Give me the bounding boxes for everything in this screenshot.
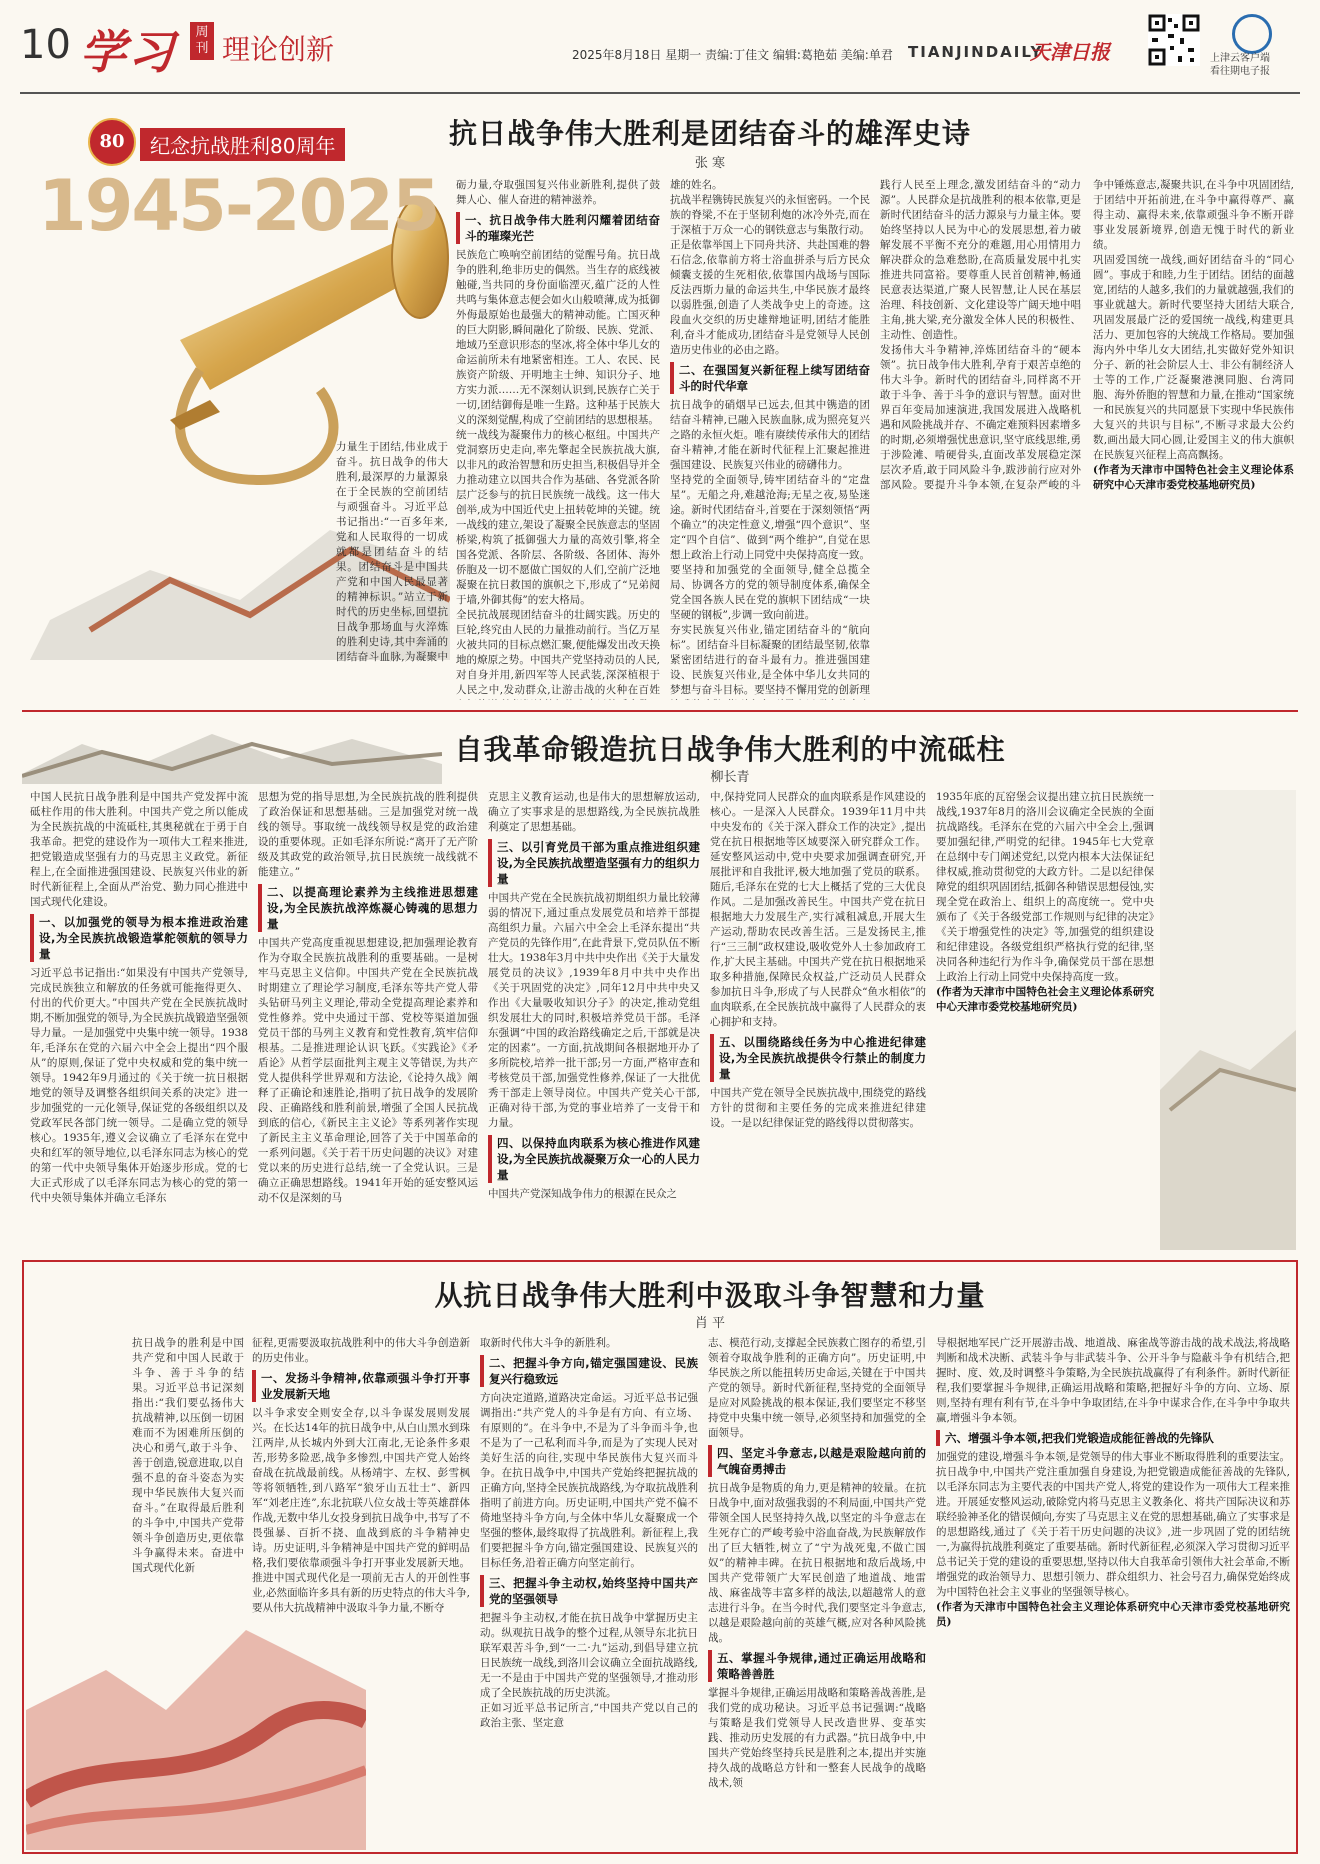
article2-column-1 bbox=[30, 790, 248, 1250]
article3-subheading-2: 二、把握斗争方向,锚定强国建设、民族复兴行稳致远 bbox=[480, 1355, 698, 1387]
article2-title: 自我革命锻造抗日战争伟大胜利的中流砥柱 bbox=[454, 733, 1006, 766]
article1-paragraph: 统一战线为凝聚伟力的核心枢纽。中国共产党洞察历史走向,率先擎起全民族抗战大旗,以非凡的政治智慧和历史担当,积极倡导并全力推动建立以国共合作为基础、各党派各阶层广泛参与的抗日民族统一战线。这一伟大创举,成为中国近代史上扭转乾坤的关键。统一战线的建立,架设了凝聚全民族意志的坚固桥梁,构筑了抵御强大力量的高效引擎,将全国各党派、各阶层、各阶级、各团体、海外侨胞及一切不愿做亡国奴的人们,空前广泛地凝聚在抗日救国的旗帜之下,形成了“兄弟阋于墙,外御其侮”的宏大格局。 bbox=[456, 429, 660, 606]
article3-column-4 bbox=[936, 1336, 1290, 1848]
anniversary-badge: 80 bbox=[88, 118, 136, 166]
article3-column-2 bbox=[480, 1336, 698, 1848]
article2-paragraph: 中,保持党同人民群众的血肉联系是作风建设的核心。一是深入人民群众。1939年11月中共中央发布的《关于深入群众工作的决定》,提出党在抗日根据地等区域要深入研究群众工作。延安整风运动中,党中央要求加强调查研究,开展批评和自我批评,极大地加强了党员的联系。随后,毛泽东在党的七大上概括了党的三大优良作风。二是加强改善民生。中国共产党在抗日根据地大力发展生产,实行减租减息,开展大生产运动,帮助农民改善生活。三是发扬民主,推行“三三制”政权建设,吸收党外人士参加政府工作,扩大民主基础。中国共产党在抗日根据地采取多种措施,保障民众权益,广泛动员人民群众参加抗日斗争,形成了与人民群众“鱼水相依”的血肉联系,在全民族抗战中赢得了人民群众的衷心拥护和支持。 bbox=[710, 791, 926, 1028]
article1-paragraph: 践行人民至上理念,激发团结奋斗的“动力源”。人民群众是抗战胜利的根本依靠,更是新时代团结奋斗的活力源泉与力量主体。要始终坚持以人民为中心的发展思想,着力破解发展不平衡不充分的难题,用心用情用力解决群众的急难愁盼,在高质量发展中扎实推进共同富裕。要尊重人民首创精神,畅通民意表达渠道,广聚人民智慧,让人民在基层治理、科技创新、文化建设等广阔天地中唱主角,挑大梁,充分激发全体人民的积极性、主动性、创造性。 bbox=[880, 179, 1081, 341]
article2-byline: 柳长青 bbox=[710, 770, 750, 785]
article2-column-3 bbox=[488, 790, 700, 1250]
article1-paragraph: 夯实民族复兴伟业,锚定团结奋斗的“航向标”。团结奋斗目标凝聚的团结最坚韧,依靠紧密团结进行的奋斗最有力。推进强国建设、民族复兴伟业,是全体中华儿女共同的梦想与奋斗目标。要坚持不懈用党的创新理 bbox=[670, 624, 870, 696]
years-title: 1945-2025 bbox=[38, 165, 439, 247]
article1-column-2 bbox=[670, 178, 870, 700]
article1-paragraph: 巩固爱国统一战线,画好团结奋斗的“同心圆”。事成于和睦,力生于团结。团结的面越宽,团结的人越多,我们的力量就越强,我们的事业就越大。新时代要坚持大团结大联合,巩固发展最广泛的爱国统一战线,构建更具活力、更加包容的大统战工作格局。要加强海内外中华儿女大团结,扎实做好党外知识分子、新的社会阶层人士、非公有制经济人士等的工作,广泛凝聚港澳同胞、台湾同胞、海外侨胞的智慧和力量,在推动“国家统一和民族复兴的共同愿景下实现中华民族伟大复兴的共识与目标”,不断寻求最大公约数,画出最大同心圆,让爱国主义的伟大旗帜在民族复兴征程上高高飘扬。 bbox=[1093, 254, 1294, 461]
article2-paragraph: 中国人民抗日战争胜利是中国共产党发挥中流砥柱作用的伟大胜利。中国共产党之所以能成为全民族抗战的中流砥柱,其奥秘就在于勇于自我革命。把党的建设作为一项伟大工程来推进,把党锻造成坚强有力的马克思主义政党。新征程上,在全面推进强国建设、民族复兴伟业的新时代新征程上,全面从严治党、勤力同心推进中国式现代化建设。 bbox=[30, 791, 248, 908]
article1-paragraph: 全民抗战展现团结奋斗的壮阔实践。历史的巨轮,终究由人民的力量推动前行。当亿万星火被共同的目标点燃汇聚,便能爆发出改天换地的燎原之势。中国共产党坚持动员的人民,对自身并用,新四军等人民武装,深深植根于人民之中,发动群众,让游击战的火种在百姓 bbox=[456, 609, 660, 696]
dateline: 2025年8月18日 星期一 责编:丁佳文 编辑:葛艳茹 美编:单君 bbox=[572, 48, 893, 62]
article2-paragraph: 思想为党的指导思想,为全民族抗战的胜利提供了政治保证和思想基础。三是加强党对统一战线的领导。事取统一战线领导权是党的政治建设的重要体现。正如毛泽东所说:“离开了无产阶级及其政党的政治领导,抗日民族统一战线就不能建立。” bbox=[258, 791, 478, 878]
article3-intro: 抗日战争的胜利是中国共产党和中国人民敢于斗争、善于斗争的结果。习近平总书记深刻指出:“我们要弘扬伟大抗战精神,以压倒一切困难而不为困难所压倒的决心和勇气,敢于斗争、善于创造,锐意进取,以自强不息的奋斗姿态为实现中华民族伟大复兴而奋斗。”在取得最后胜利的斗争中,中国共产党带领斗争创造历史,更依靠斗争赢得未来。奋进中国式现代化新 bbox=[132, 1337, 244, 1574]
article2-subheading-2: 二、以提高理论素养为主线推进思想建设,为全民族抗战淬炼凝心铸魂的思想力量 bbox=[258, 884, 478, 932]
anniversary-label: 纪念抗战胜利80周年 bbox=[140, 128, 345, 161]
article2-paragraph: 习近平总书记指出:“如果没有中国共产党领导,完成民族独立和解放的任务就可能拖得更久、付出的代价更大。”中国共产党在全民族抗战时期,不断加强党的领导,为全民族抗战锻造坚强领导力量。一是加强党中央集中统一领导。1938年,毛泽东在党的六届六中全会上提出“四个服从”的原则,保证了党中央权威和党的集中统一领导。1942年9月通过的《关于统一抗日根据地党的领导及调整各组织间关系的决定》进一步加强党的一元化领导,保证党的各级组织以及党政军民各部门统一领导。二是确立党的领导核心。1935年,遵义会议确立了毛泽东在党中央和红军的领导地位,以毛泽东同志为核心的党的第一代中央领导集体开始逐步形成。党的七大正式形成了以毛泽东同志为核心的党的第一代中央领导集体并确立毛泽东 bbox=[30, 967, 248, 1204]
app-logo-icon bbox=[1232, 14, 1272, 54]
article2-column-2 bbox=[258, 790, 478, 1250]
article2-subheading-4: 四、以保持血肉联系为核心推进作风建设,为全民族抗战凝聚万众一心的人民力量 bbox=[488, 1135, 700, 1183]
article1-paragraph: 坚持党的全面领导,铸牢团结奋斗的“定盘星”。无船之舟,难越沧海;无星之夜,易坠迷途。新时代团结奋斗,首要在于深刻领悟“两个确立”的决定性意义,增强“四个意识”、坚定“四个自信”、做到“两个维护”,自觉在思想上政治上行动上同党中央保持高度一致。要坚持和加强党的全面领导,健全总揽全局、协调各方的党的领导制度体系,确保全党全国各族人民在党的旗帜下团结成“一块坚硬的钢板”,步调一致向前进。 bbox=[670, 474, 870, 621]
article3-subheading-4: 四、坚定斗争意志,以越是艰险越向前的气魄奋勇搏击 bbox=[708, 1445, 926, 1477]
article3-column-3 bbox=[708, 1336, 926, 1848]
article2-paragraph: 1935年底的瓦窑堡会议提出建立抗日民族统一战线,1937年8月的洛川会议确定全民族的全面抗战路线。毛泽东在党的六届六中全会上,强调要加强纪律,严明党的纪律。1945年七大党章在总纲中专门阐述党纪,以党内根本大法保证纪律权威,推动贯彻党的大政方针。二是以纪律保障党的组织巩固团结,抵御各种错误思想侵蚀,实现全党在政治上、组织上的高度统一。党中央颁布了《关于各级党部工作规则与纪律的决定》《关于增强党性的决定》等,加强党的组织建设和纪律建设。各级党组织严格执行党的纪律,坚决同各种违纪行为作斗争,确保党员干部在思想上政治上行动上同党中央保持高度一致。 bbox=[936, 791, 1154, 983]
article1-column-1 bbox=[456, 178, 660, 700]
article2-subheading-1: 一、以加强党的领导为根本推进政治建设,为全民族抗战锻造掌舵领航的领导力量 bbox=[30, 914, 248, 962]
article1-paragraph: 民族危亡唤响空前团结的觉醒号角。抗日战争的胜利,绝非历史的偶然。当生存的底线被触碰,当共同的身份面临湮灭,蕴广泛的人性共鸣与集体意志便会如火山般喷薄,成为抵御外侮最原始也最强大的精神动能。亡国灭种的巨大阴影,瞬间融化了阶级、民族、党派、地域乃至意识形态的坚冰,将全体中华儿女的命运前所未有地紧密相连。工人、农民、民族资产阶级、开明地主士绅、知识分子、地方实力派……无不深刻认识到,民族存亡关于一切,团结御侮是唯一生路。这种基于民族大义的深刻觉醒,构成了空前团结的思想根基。 bbox=[456, 249, 660, 426]
article2-subheading-3: 三、以引育党员干部为重点推进组织建设,为全民族抗战塑造坚强有力的组织力量 bbox=[488, 839, 700, 887]
great-wall-illustration bbox=[22, 714, 442, 784]
article1-subheading-2: 二、在强国复兴新征程上续写团结奋斗的时代华章 bbox=[670, 362, 870, 394]
article1-title: 抗日战争伟大胜利是团结奋斗的雄浑史诗 bbox=[448, 117, 971, 150]
article3-paragraph: 把握斗争主动权,才能在抗日战争中掌握历史主动。纵观抗日战争的整个过程,从领导东北抗日联军艰苦斗争,到“一二·九”运动,到倡导建立抗日民族统一战线,到洛川会议确立全面抗战路线,无一不是由于中国共产党的坚强领导,才推动形成了全民族抗战的历史洪流。 bbox=[480, 1612, 698, 1699]
article2-paragraph: 中国共产党高度重视思想建设,把加强理论教育作为夺取全民族抗战胜利的重要基础。一是树牢马克思主义信仰。中国共产党在全民族抗战时期建立了理论学习制度,毛泽东等共产党人带头钻研马列主义理论,带动全党提高理论素养和党性修养。党中央通过干部、党校等渠道加强党员干部的马列主义教育和党性教育,筑牢信仰根基。二是推进理论认识飞跃。《实践论》《矛盾论》从哲学层面批判主观主义等错误,为共产党人提供科学世界观和方法论,《论持久战》阐释了正确论和速胜论,指明了抗日战争的发展阶段、正确路线和胜利前景,增强了全国人民抗战到底的信心,《新民主主义论》等系列著作实现了新民主主义革命理论,回答了关于中国革命的一系列问题。《关于若干历史问题的决议》对建党以来的历史进行总结,统一了全党认识。三是确立正确思想路线。1941年开始的延安整风运动不仅是深刻的马 bbox=[258, 937, 478, 1204]
qr-caption: 上津云客户端 看往期电子报 bbox=[1210, 53, 1270, 77]
paper-latin-name: TIANJINDAILY bbox=[908, 43, 1044, 61]
article3-column-1 bbox=[252, 1336, 470, 1848]
article3-paragraph: 志、模范行动,支撑起全民族救亡图存的希望,引领着夺取战争胜利的正确方向”。历史证明,中华民族之所以能扭转历史命运,关键在于中国共产党的领导。新时代新征程,坚持党的全面领导是应对风险挑战的根本保证,我们要坚定不移坚持党中央集中统一领导,必须坚持和加强党的全面领导。 bbox=[708, 1337, 926, 1439]
article1-paragraph: 发扬伟大斗争精神,淬炼团结奋斗的“硬本领”。抗日战争伟大胜利,孕育于艰苦卓绝的伟大斗争。新时代的团结奋斗,同样离不开敢于斗争、善于斗争的意识与智慧。面对世界百年变局加速演进,我国发展进入战略机遇和风险挑战并存、不确定难预料因素增多的时期,必须增强忧患意识,坚守底线思维,勇于涉险滩、啃硬骨头,直面改革发展稳定深层次矛盾,敢于同风险斗争,跋涉前行应对外部风险。要提升斗争本领,在复杂严峻的斗争中锤炼意志,凝聚共识,在斗争中巩固团结,于团结中开拓前进,在斗争中赢得尊严、赢得主动、赢得未来,依靠顽强斗争不断开辟事业发展新境界,创造无愧于时代的新业绩。 bbox=[880, 179, 1294, 491]
article3-paragraph: 以斗争求安全则安全存,以斗争谋发展则发展兴。在长达14年的抗日战争中,从白山黑水到珠江两岸,从长城内外到大江南北,无论条件多艰苦,形势多险恶,战争多惨烈,中国共产党人始终奋战在抗战最前线。从杨靖宇、左权、彭雪枫等将领牺牲,到八路军“狼牙山五壮士”、新四军“刘老庄连”,东北抗联八位女战士等英雄群体作战,无数中华儿女投身到抗日战争中,书写了不畏强暴、百折不挠、血战到底的斗争精神史诗。历史证明,斗争精神是中国共产党的鲜明品格,我们要依靠顽强斗争打开事业发展新天地。推进中国式现代化是一项前无古人的开创性事业,必然面临许多具有新的历史特点的伟大斗争,要从伟大抗战精神中汲取斗争力量,不断夺 bbox=[252, 1407, 470, 1614]
article3-subheading-5: 五、掌握斗争规律,通过正确运用战略和策略善善胜 bbox=[708, 1650, 926, 1682]
brand-weekly-label: 周刊 bbox=[190, 22, 214, 60]
article1-subheading-1: 一、抗日战争伟大胜利闪耀着团结奋斗的璀璨光芒 bbox=[456, 212, 660, 244]
article3-paragraph: 征程,更需要汲取抗战胜利中的伟大斗争创造新的历史伟业。 bbox=[252, 1337, 470, 1364]
article1-paragraph: 抗日战争的硝烟早已远去,但其中镌造的团结奋斗精神,已融入民族血脉,成为照亮复兴之路的永恒火炬。唯有赓续传承伟大的团结奋斗精神,才能在新时代征程上汇聚起推进强国建设、民族复兴伟业的磅礴伟力。 bbox=[670, 399, 870, 471]
paper-logo: 天津日报 bbox=[1030, 40, 1110, 64]
brand-title: 学习 bbox=[80, 25, 176, 79]
section-title: 理论创新 bbox=[222, 33, 335, 66]
article1-paragraph: 抗战半程镌铸民族复兴的永恒密码。一个民族的脊梁,不在于坚韧利炮的冰冷外壳,而在于深植于万众一心的钢铁意志与集散行动。正是依靠举国上下同舟共济、共赴国难的磐石信念,依靠前方将士浴血拼杀与后方民众倾囊支援的生死相依,依靠国内战场与国际反法西斯力量的命运共生,中华民族才最终以弱胜强,创造了人类战争史上的奇迹。这段血火交织的历史雄辩地证明,团结才能胜利,奋斗才能成功,团结奋斗是党领导人民创造历史伟业的必由之路。 bbox=[670, 194, 870, 356]
article2-paragraph: 中国共产党深知战争伟力的根源在民众之 bbox=[488, 1188, 677, 1200]
article3-subheading-6: 六、增强斗争本领,把我们党锻造成能征善战的先锋队 bbox=[936, 1430, 1290, 1446]
article3-subheading-3: 三、把握斗争主动权,始终坚持中国共产党的坚强领导 bbox=[480, 1575, 698, 1607]
article3-paragraph: 导根据地军民广泛开展游击战、地道战、麻雀战等游击战的战术战法,将战略判断和战术决断、武装斗争与非武装斗争、公开斗争与隐蔽斗争有机结合,把握时、度、效,及时调整斗争策略,为全民族抗战赢得了有利条件。新时代新征程,我们要掌握斗争规律,正确运用战略和策略,把握好斗争的方向、立场、原则,坚持有理有利有节,在斗争中争取团结,在斗争中谋求合作,在斗争中争取共赢,增强斗争本领。 bbox=[936, 1337, 1290, 1424]
article3-paragraph: 方向决定道路,道路决定命运。习近平总书记强调指出:“共产党人的斗争是有方向、有立场、有原则的”。在斗争中,不是为了斗争而斗争,也不是为了一己私利而斗争,而是为了实现人民对美好生活的向往,实现中华民族伟大复兴而斗争。在抗日战争中,中国共产党始终把握抗战的正确方向,坚持全民族抗战路线,为夺取抗战胜利指明了前进方向。历史证明,中国共产党不偏不倚地坚持斗争方向,与全体中华儿女凝聚成一个坚强的整体,最终取得了抗战胜利。新征程上,我们要把握斗争方向,锚定强国建设、民族复兴的目标任务,沿着正确方向坚定前行。 bbox=[480, 1392, 698, 1569]
section-divider bbox=[22, 710, 1298, 712]
article2-paragraph: 中国共产党在领导全民族抗战中,围绕党的路线方针的贯彻和主要任务的完成来推进纪律建设。一是以纪律保证党的路线得以贯彻落实。 bbox=[710, 1087, 926, 1129]
article1-intro: 力量生于团结,伟业成于奋斗。抗日战争的伟大胜利,最深厚的力量源泉在于全民族的空前团结与顽强奋斗。习近平总书记指出:“一百多年来,党和人民取得的一切成就都是团结奋斗的结果。团结奋斗是中国共产党和中国人民最显著的精神标识。”站立于新时代的历史坐标,回望抗日战争那场血与火淬炼的胜利史诗,其中奔涌的团结奋斗血脉,为凝聚中 bbox=[336, 441, 448, 662]
article1-column-3 bbox=[880, 178, 1294, 700]
masthead-rule bbox=[20, 92, 1300, 94]
great-wall-illustration-right bbox=[1160, 790, 1296, 1250]
qr-code-icon[interactable] bbox=[1148, 14, 1200, 66]
article1-paragraph: 砺力量,夺取强国复兴伟业新胜利,提供了鼓舞人心、催人奋进的精神滋养。 bbox=[456, 179, 660, 206]
article1-credit: (作者为天津市中国特色社会主义理论体系研究中心天津市委党校基地研究员) bbox=[1093, 464, 1294, 491]
article2-credit: (作者为天津市中国特色社会主义理论体系研究中心天津市委党校基地研究员) bbox=[936, 986, 1154, 1013]
article3-credit: (作者为天津市中国特色社会主义理论体系研究中心天津市委党校基地研究员) bbox=[936, 1601, 1290, 1628]
article3-byline: 肖 平 bbox=[694, 1316, 726, 1331]
article2-subheading-5: 五、以围绕路线任务为中心推进纪律建设,为全民族抗战提供令行禁止的制度力量 bbox=[710, 1034, 926, 1082]
article2-paragraph: 克思主义教育运动,也是伟大的思想解放运动,确立了实事求是的思想路线,为全民族抗战胜利奠定了思想基础。 bbox=[488, 791, 700, 833]
article3-paragraph: 取新时代伟大斗争的新胜利。 bbox=[480, 1337, 617, 1349]
article3-paragraph: 抗日战争是物质的角力,更是精神的较量。在抗日战争中,面对敌强我弱的不利局面,中国共产党带领全国人民坚持持久战,以坚定的斗争意志在生死存亡的严峻考验中浴血奋战,为民族解放作出了巨大牺牲,树立了“宁为战死鬼,不做亡国奴”的精神丰碑。在抗日根据地和敌后战场,中国共产党带领广大军民创造了地道战、地雷战、麻雀战等丰富多样的战法,以超越常人的意志进行斗争。在当今时代,我们要坚定斗争意志,以越是艰险越向前的英雄气概,应对各种风险挑战。 bbox=[708, 1482, 926, 1644]
article2-column-5 bbox=[936, 790, 1154, 1250]
article3-title: 从抗日战争伟大胜利中汲取斗争智慧和力量 bbox=[434, 1279, 986, 1312]
page-number: 10 bbox=[20, 22, 71, 68]
article2-paragraph: 中国共产党在全民族抗战初期组织力量比较薄弱的情况下,通过重点发展党员和培养干部提高组织力量。六届六中全会上毛泽东提出“共产党员的先锋作用”,在此背景下,党员队伍不断壮大。1938年3月中共中央作出《关于大量发展党员的决议》,1939年8月中共中央作出《关于巩固党的决定》,同年12月中共中央又作出《大量吸收知识分子》的决定,推动党组织发展壮大的同时,积极培养党员干部。毛泽东强调“中国的政治路线确定之后,干部就是决定的因素”。一方面,抗战期间各根据地开办了多所院校,培养一批干部;另一方面,严格审查和考核党员干部,加强党性修养,保证了一大批优秀干部走上领导岗位。中国共产党关心干部,正确对待干部,为党的事业培养了一支骨干和力量。 bbox=[488, 892, 700, 1129]
article3-paragraph: 加强党的建设,增强斗争本领,是党领导的伟大事业不断取得胜利的重要法宝。抗日战争中,中国共产党注重加强自身建设,为把党锻造成能征善战的先锋队,以毛泽东同志为主要代表的中国共产党人,将党的建设作为一项伟大工程来推进。开展延安整风运动,破除党内将马克思主义教条化、将共产国际决议和苏联经验神圣化的错误倾向,夯实了马克思主义在党的思想基础,确立了实事求是的思想路线,通过了《关于若干历史问题的决议》,进一步巩固了党的团结统一,为赢得抗战胜利奠定了重要基础。新时代新征程,必须深入学习贯彻习近平总书记关于党的建设的重要思想,坚持以伟大自我革命引领伟大社会革命,不断增强党的政治领导力、思想引领力、群众组织力、社会号召力,确保党始终成为中国特色社会主义事业的坚强领导核心。 bbox=[936, 1451, 1290, 1598]
article1-paragraph: 雄的姓名。 bbox=[670, 179, 723, 191]
article1-byline: 张 寒 bbox=[694, 156, 726, 171]
article3-paragraph: 正如习近平总书记所言,“中国共产党以自己的政治主张、坚定意 bbox=[480, 1702, 698, 1729]
article2-column-4 bbox=[710, 790, 926, 1250]
article3-subheading-1: 一、发扬斗争精神,依靠顽强斗争打开事业发展新天地 bbox=[252, 1370, 470, 1402]
article3-paragraph: 掌握斗争规律,正确运用战略和策略善战善胜,是我们党的成功秘诀。习近平总书记强调:“战略与策略是我们党领导人民改造世界、变革实践、推动历史发展的有力武器。”抗日战争中,中国共产党始终坚持兵民是胜利之本,提出并实施持久战的战略总方针和一整套人民战争的战略战术,领 bbox=[708, 1687, 926, 1789]
masthead bbox=[0, 0, 1320, 92]
